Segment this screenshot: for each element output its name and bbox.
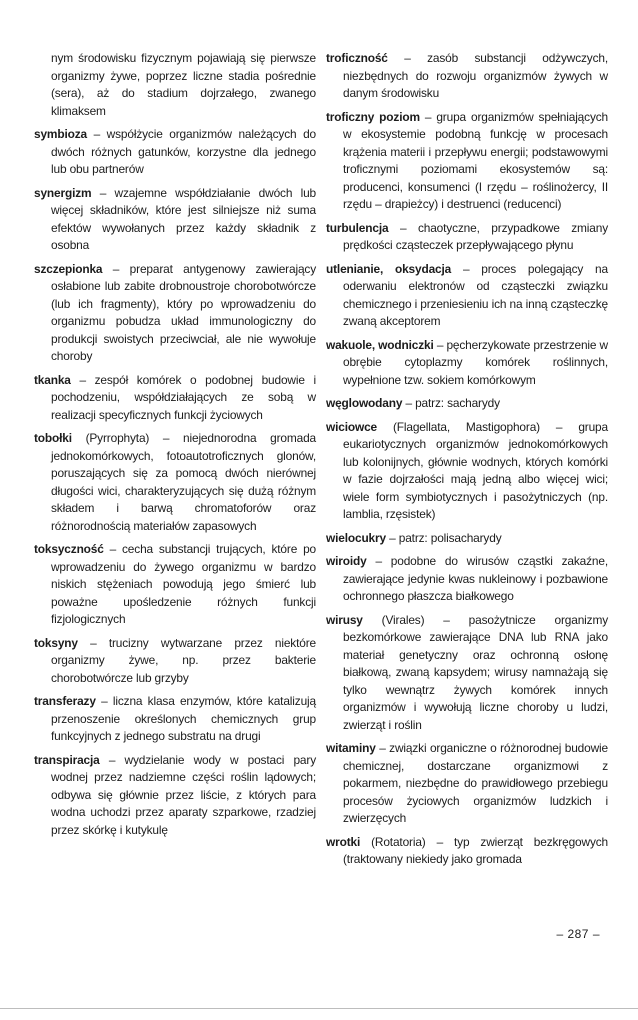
glossary-entry — [34, 541, 316, 629]
entry-definition: – wzajemne współdziałanie dwóch lub więcej składników, które jest silniejsze niż suma efektów wywołanych przez każdy składnik z osobna — [51, 185, 316, 252]
page-number: – 287 – — [556, 927, 600, 941]
entry-definition: – patrz: polisacharydy — [385, 530, 502, 545]
glossary-entry — [34, 185, 316, 255]
entry-definition: (Pyrrophyta) – niejednorodna gromada jednokomórkowych, fotoautotroficznych glonów, poruszających się za pomocą dwóch nierównej długości wici, charakteryzujących się dużą różnym składem i barwą chromatoforów oraz różnorodnością materiałów zapasowych — [51, 431, 316, 533]
entry-term: transpiracja — [34, 752, 100, 767]
glossary-entry — [326, 220, 608, 255]
glossary-entry — [326, 553, 608, 606]
entry-definition: – chaotyczne, przypadkowe zmiany prędkości cząsteczek przepływającego płynu — [343, 220, 608, 252]
entry-definition: – liczna klasa enzymów, które katalizują przenoszenie określonych chemicznych grup funkcyjnych z jednego substratu na drugi — [51, 694, 316, 743]
glossary-entry — [34, 693, 316, 746]
left-column — [34, 50, 316, 845]
entry-term: transferazy — [34, 694, 96, 708]
entry-term: wielocukry — [326, 530, 386, 545]
glossary-entry — [34, 126, 316, 179]
entry-term: toksyny — [34, 635, 78, 650]
entry-definition: (Rotatoria) – typ zwierząt bezkręgowych (traktowany niekiedy jako gromada — [343, 834, 608, 866]
entry-definition: (Virales) – pasożytnicze organizmy bezkomórkowe zawierające DNA lub RNA jako materiał genetyczny oraz ochronną osłonę białkową, zwaną kapsydem; wirusy namnażają się tylko wewnątrz żywych komórek innych organizmów i wywołują liczne choroby u ludzi, zwierząt i roślin — [343, 612, 608, 732]
entry-definition: – współżycie organizmów należących do dwóch różnych gatunków, korzystne dla jednego lub obu partnerów — [51, 127, 316, 176]
entry-definition: – zespół komórek o podobnej budowie i pochodzeniu, współdziałających ze sobą w realizacji specyficznych funkcji życiowych — [51, 372, 316, 422]
glossary-entry — [34, 430, 316, 535]
glossary-entry — [326, 109, 608, 214]
entry-definition: – związki organiczne o różnorodnej budowie chemicznej, dostarczane organizmowi z pokarmem, niezbędne do prawidłowego przebiegu procesów życiowych organizmów ludzkich i zwierzęcych — [343, 741, 608, 825]
bottom-rule — [0, 1008, 638, 1009]
entry-term: utlenianie, oksydacja — [326, 261, 452, 276]
glossary-entry — [326, 50, 608, 103]
entry-definition: – podobne do wirusów cząstki zakaźne, zawierające jedynie kwas nukleinowy i pozbawione ochronnego płaszcza białkowego — [343, 554, 608, 603]
glossary-entry — [326, 395, 608, 413]
glossary-entry — [326, 337, 608, 390]
entry-term: szczepionka — [34, 261, 103, 276]
entry-term: tkanka — [34, 372, 71, 387]
glossary-entry — [34, 752, 316, 840]
entry-definition: – cecha substancji trujących, które po wprowadzeniu do żywego organizmu w bardzo niskich stężeniach powodują jego śmierć lub poważne upośledzenie różnych funkcji fizjologicznych — [51, 542, 316, 626]
entry-term: toksyczność — [34, 542, 104, 556]
entry-term: wiciowce — [326, 419, 378, 434]
entry-term: wrotki — [326, 834, 361, 849]
entry-term: węglowodany — [326, 396, 403, 410]
entry-term: synergizm — [34, 185, 92, 200]
glossary-entry — [34, 50, 316, 120]
entry-definition: – grupa organizmów spełniających w ekosystemie podobną funkcję w procesach krążenia materii i przepływu energii; podstawowymi troficznymi poziomami ekosystemów są: producenci, konsumenci (I rzędu – roślinożercy, II rzędu – drapieżcy) i destruenci (reducenci) — [343, 109, 608, 211]
entry-term: turbulencja — [326, 220, 389, 235]
entry-definition: – zasób substancji odżywczych, niezbędnych do rozwoju organizmów żywych w danym środowisku — [343, 51, 608, 100]
entry-definition: – wydzielanie wody w postaci pary wodnej przez nadziemne części roślin lądowych; odbywa się głównie przez liście, z których para wodna uchodzi przez aparaty szparkowe, rzadziej przez skórkę i kutykulę — [51, 752, 316, 837]
entry-definition: – pęcherzykowate przestrzenie w obrębie cytoplazmy komórek roślinnych, wypełnione tzw. sokiem komórkowym — [343, 337, 608, 387]
entry-definition: – trucizny wytwarzane przez niektóre organizmy żywe, np. przez bakterie chorobotwórcze lub grzyby — [51, 635, 316, 685]
glossary-entry — [326, 261, 608, 331]
entry-definition: – preparat antygenowy zawierający osłabione lub zabite drobnoustroje chorobotwórcze (lub ich fragmenty), który po wprowadzeniu do organizmu pobudza układ immunologiczny do produkcji swoistych przeciwciał, ale nie wywołuje choroby — [51, 261, 316, 363]
entry-definition: nym środowisku fizycznym pojawiają się pierwsze organizmy żywe, poprzez liczne stadia pośrednie (sera), aż do stadium dojrzałego, zwanego klimaksem — [51, 51, 316, 118]
entry-term: symbioza — [34, 127, 87, 141]
glossary-entry — [326, 834, 608, 869]
entry-term: troficzność — [326, 51, 388, 65]
entry-definition: (Flagellata, Mastigophora) – grupa eukariotycznych organizmów jednokomórkowych lub kolonijnych, głównie wodnych, których komórki w fazie dojrzałości mają jedną albo więcej wici; wiele form symbiotycznych i pasożytniczych (np. lamblia, rzęsistek) — [343, 419, 608, 521]
entry-definition: – patrz: sacharydy — [402, 396, 500, 410]
entry-term: witaminy — [326, 741, 376, 755]
glossary-entry — [34, 372, 316, 425]
entry-term: wakuole, wodniczki — [326, 337, 434, 352]
right-column — [326, 50, 608, 875]
entry-term: wiroidy — [326, 554, 367, 568]
glossary-entry — [34, 635, 316, 688]
entry-term: troficzny poziom — [326, 109, 420, 124]
entry-term: tobołki — [34, 431, 72, 445]
glossary-entry — [326, 740, 608, 828]
glossary-entry — [326, 612, 608, 735]
entry-definition: – proces polegający na oderwaniu elektronów od cząsteczki związku chemicznego i przeniesieniu ich na inną cząsteczkę zwaną akceptorem — [343, 261, 608, 328]
glossary-entry — [34, 261, 316, 366]
entry-term: wirusy — [326, 612, 363, 627]
glossary-entry — [326, 530, 608, 548]
glossary-entry — [326, 419, 608, 524]
